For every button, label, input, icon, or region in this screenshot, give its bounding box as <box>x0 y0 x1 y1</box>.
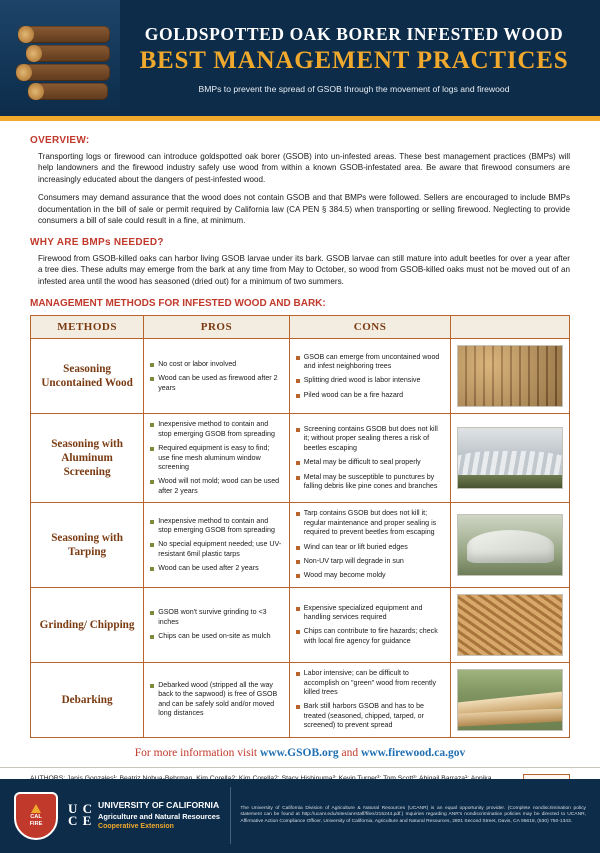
method-cons <box>289 503 451 588</box>
method-cons <box>289 339 451 414</box>
tarped-wood-pile-photo <box>457 514 563 576</box>
method-image-cell <box>451 662 570 737</box>
legal-text: The University of California Division of Agriculture & Natural Resources (UCANR) is an equal opportunity provider. (Complete nondiscrimination policy statement can be found at http://ucanr.edu/sites/anrstaff/files/215244.pdf.) Inquiries regarding ANR's nondiscrimination policies may be directed to UCANR, Affirmative Action Compliance Officer, University of California, Agriculture and Natural Resources, 2801 Second Street, Davis, CA 95618, (530) 750-1343. <box>240 805 586 824</box>
management-methods-table <box>30 315 570 737</box>
method-pros <box>144 587 290 662</box>
table-header-row <box>31 316 570 339</box>
method-name: Seasoning with Aluminum Screening <box>31 414 144 503</box>
method-image-cell <box>451 587 570 662</box>
method-image-cell <box>451 414 570 503</box>
overview-paragraph-1: Transporting logs or firewood can introduce goldspotted oak borer (GSOB) into un-infested areas. These best management practices (BMPs) will help landowners and the firewood industry safely use wood from within a known GSOB-infestated area. Be aware that firewood consumers are increasingly educated about the dangers of pest-infested wood. <box>38 152 570 184</box>
document-header <box>0 0 600 116</box>
more-information-line <box>30 747 570 759</box>
con-item: GSOB can emerge from uncontained wood and infest neighboring trees <box>296 353 445 372</box>
column-header-pros: PROS <box>144 316 290 339</box>
pro-item: GSOB won't survive grinding to <3 inches <box>150 608 283 627</box>
document-body <box>0 121 600 759</box>
column-header-cons: CONS <box>289 316 451 339</box>
con-item: Wind can tear or lift buried edges <box>296 543 445 552</box>
method-pros <box>144 339 290 414</box>
pro-item: Wood can be used as firewood after 2 years <box>150 374 283 393</box>
method-name: Grinding/ Chipping <box>31 587 144 662</box>
con-item: Metal may be susceptible to punctures by falling debris like pine cones and branches <box>296 473 445 492</box>
method-cons <box>289 587 451 662</box>
con-item: Expensive specialized equipment and handling services required <box>296 604 445 623</box>
pro-item: Inexpensive method to contain and stop emerging GSOB from spreading <box>150 420 283 439</box>
debarked-logs-photo <box>457 669 563 731</box>
pro-item: Wood can be used after 2 years <box>150 564 283 573</box>
column-header-image <box>451 316 570 339</box>
overview-paragraph-2: Consumers may demand assurance that the wood does not contain GSOB and that BMPs were followed. Sellers are encouraged to include BMPs documentation in the bill of sale or permit required by California law (CA PEN § 384.5) when transporting or selling firewood. Neglecting to provide consumers a bill of sale could result in a fine, at minimum. <box>38 193 570 226</box>
overview-heading: OVERVIEW: <box>30 135 90 146</box>
wood-chips-photo <box>457 594 563 656</box>
method-cons <box>289 414 451 503</box>
method-name: Seasoning with Tarping <box>31 503 144 588</box>
method-image-cell <box>451 339 570 414</box>
table-row <box>31 414 570 503</box>
methods-heading: MANAGEMENT METHODS FOR INFESTED WOOD AND BARK: <box>30 298 326 310</box>
uc-line-1: UNIVERSITY OF CALIFORNIA <box>98 799 220 810</box>
uc-cooperative-extension-logo <box>68 800 220 831</box>
method-pros <box>144 503 290 588</box>
con-item: Screening contains GSOB but does not kill it; without proper sealing theres a risk of beetles escaping <box>296 425 445 453</box>
method-name: Debarking <box>31 662 144 737</box>
con-item: Piled wood can be a fire hazard <box>296 391 445 400</box>
page-title-line2: BEST MANAGEMENT PRACTICES <box>139 47 569 74</box>
pro-item: Inexpensive method to contain and stop emerging GSOB from spreading <box>150 517 283 536</box>
page-subtitle: BMPs to prevent the spread of GSOB through the movement of logs and firewood <box>198 84 510 94</box>
con-item: Tarp contains GSOB but does not kill it; regular maintenance and proper sealing is required to prevent beetles from escaping <box>296 509 445 537</box>
method-image-cell <box>451 503 570 588</box>
page-title-line1: GOLDSPOTTED OAK BORER INFESTED WOOD <box>144 24 564 44</box>
foil-wrapped-logs-photo <box>457 427 563 489</box>
pro-item: Debarked wood (stripped all the way back to the sapwood) is free of GSOB and can be safely sold and/or moved long distances <box>150 681 283 719</box>
con-item: Bark still harbors GSOB and has to be treated (seasoned, chipped, tarped, or screened) to prevent spread <box>296 702 445 730</box>
table-row <box>31 662 570 737</box>
log-stack-icon <box>0 0 120 116</box>
method-pros <box>144 662 290 737</box>
con-item: Chips can contribute to fire hazards; check with local fire agency for guidance <box>296 627 445 646</box>
why-bmps-heading: WHY ARE BMPs NEEDED? <box>30 236 164 248</box>
column-header-methods: METHODS <box>31 316 144 339</box>
con-item: Wood may become moldy <box>296 571 445 580</box>
table-row <box>31 587 570 662</box>
more-info-middle: and <box>338 746 361 759</box>
why-bmps-paragraph-1: Firewood from GSOB-killed oaks can harbor living GSOB larvae under its bark. GSOB larvae can still mature into adult beetles for over a year after a tree dies. These adults may emerge from the bark at any time from May to October, so wood from GSOB-killed oaks must not be moved out of an infested area until the wood has seasoned (dried out) for a minimum of two summers. <box>38 253 570 286</box>
document-footer <box>0 779 600 853</box>
table-row <box>31 339 570 414</box>
pro-item: Wood will not mold; wood can be used after 2 years <box>150 477 283 496</box>
con-item: Labor intensive; can be difficult to accomplish on "green" wood from recently killed trees <box>296 669 445 697</box>
flame-icon <box>31 804 41 813</box>
pro-item: Chips can be used on-site as mulch <box>150 632 283 641</box>
gsob-website-link[interactable]: www.GSOB.org <box>260 746 339 759</box>
con-item: Metal may be difficult to seal properly <box>296 458 445 467</box>
method-pros <box>144 414 290 503</box>
firewood-website-link[interactable]: www.firewood.ca.gov <box>360 746 466 759</box>
calfire-line2: FIRE <box>29 820 43 827</box>
pro-item: No special equipment needed; use UV-resistant 6mil plastic tarps <box>150 540 283 559</box>
method-cons <box>289 662 451 737</box>
con-item: Non-UV tarp will degrade in sun <box>296 557 445 566</box>
uc-line-2: Agriculture and Natural Resources <box>98 811 221 821</box>
more-info-prefix: For more information visit <box>134 746 260 759</box>
calfire-logo <box>14 792 58 840</box>
method-name: Seasoning Uncontained Wood <box>31 339 144 414</box>
con-item: Splitting dried wood is labor intensive <box>296 376 445 385</box>
uc-line-3: Cooperative Extension <box>98 822 174 830</box>
pro-item: No cost or labor involved <box>150 360 283 369</box>
calfire-line1: CAL <box>30 814 42 821</box>
table-row <box>31 503 570 588</box>
pro-item: Required equipment is easy to find; use fine mesh aluminum window screening <box>150 444 283 472</box>
ucce-monogram: U C C E <box>68 801 94 829</box>
stacked-firewood-photo <box>457 345 563 407</box>
